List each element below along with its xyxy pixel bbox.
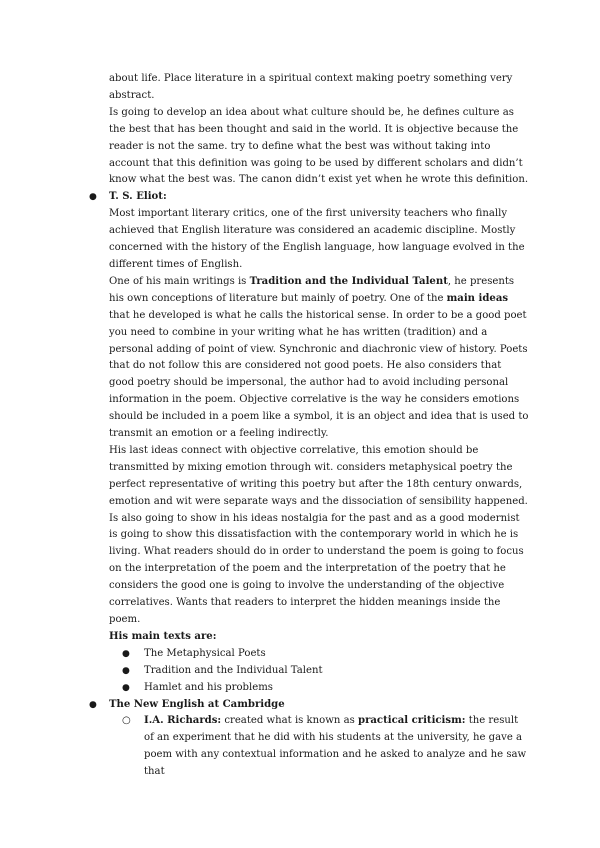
section-cambridge <box>89 697 529 782</box>
bullet-icon: ● <box>122 665 130 676</box>
section-eliot <box>89 189 529 696</box>
bullet-icon: ● <box>122 648 130 659</box>
list-item-richards: ○ I.A. Richards: created what is known as practical criticism: the result of an experiment that he did with his students at the university, he gave a poem with any contextual information and he asked to analyze and he saw that <box>122 715 527 778</box>
document-body <box>89 71 529 781</box>
bullet-icon: ● <box>89 192 97 203</box>
heading-eliot: T. S. Eliot: <box>109 191 167 203</box>
paragraph-eliot-writings: One of his main writings is Tradition and the Individual Talent, he presents his own conceptions of literature but mainly of poetry. One of the main ideas that he developed is what he calls the historical sense. In order to be a good poet you need to combine in your writing what he has written (tradition) and a personal adding of point of view. Synchronic and diachronic view of history. Poets that do not follow this are considered not good poets. He also considers that good poetry should be impersonal, the author had to avoid including personal information in the poem. Objective correlative is the way he considers emotions should be included in a poem like a symbol, it is an object and idea that is used to transmit an emotion or a feeling indirectly. <box>109 275 529 440</box>
bullet-icon: ● <box>122 682 130 693</box>
heading-cambridge: The New English at Cambridge <box>109 698 285 710</box>
heading-main-texts: His main texts are: <box>109 630 217 642</box>
bullet-icon: ● <box>89 699 97 710</box>
list-item: ● Hamlet and his problems <box>144 680 529 697</box>
list-item: ● The Metaphysical Poets <box>144 646 529 663</box>
paragraph-continuation: about life. Place literature in a spiritual context making poetry something very abstract. <box>109 73 513 101</box>
hollow-bullet-icon: ○ <box>122 715 131 727</box>
paragraph-eliot-ideas: His last ideas connect with objective correlative, this emotion should be transmitted by mixing emotion through wit. considers metaphysical poetry the perfect representative of writing this poetry but after the 18th century onwards, emotion and wit were separate ways and the dissociation of sensibility happened. Is also going to show in his ideas nostalgia for the past and as a good modernist is going to show this dissatisfaction with the contemporary world in which he is living. What readers should do in order to understand the poem is going to focus on the interpretation of the poem and the interpretation of the poetry that he considers the good one is going to involve the understanding of the objective correlatives. Wants that readers to interpret the hidden meanings inside the poem. <box>109 444 528 625</box>
paragraph-culture: Is going to develop an idea about what culture should be, he defines culture as the best that has been thought and said in the world. It is objective because the reader is not the same. try to define what the best was without taking into account that this definition was going to be used by different scholars and didn’t know what the best was. The canon didn’t exist yet when he wrote this definition. <box>109 106 529 186</box>
paragraph-eliot-intro: Most important literary critics, one of the first university teachers who finally achieved that English literature was considered an academic discipline. Mostly concerned with the history of the English language, how language evolved in the different times of English. <box>109 208 525 270</box>
list-item: ● Tradition and the Individual Talent <box>144 663 529 680</box>
